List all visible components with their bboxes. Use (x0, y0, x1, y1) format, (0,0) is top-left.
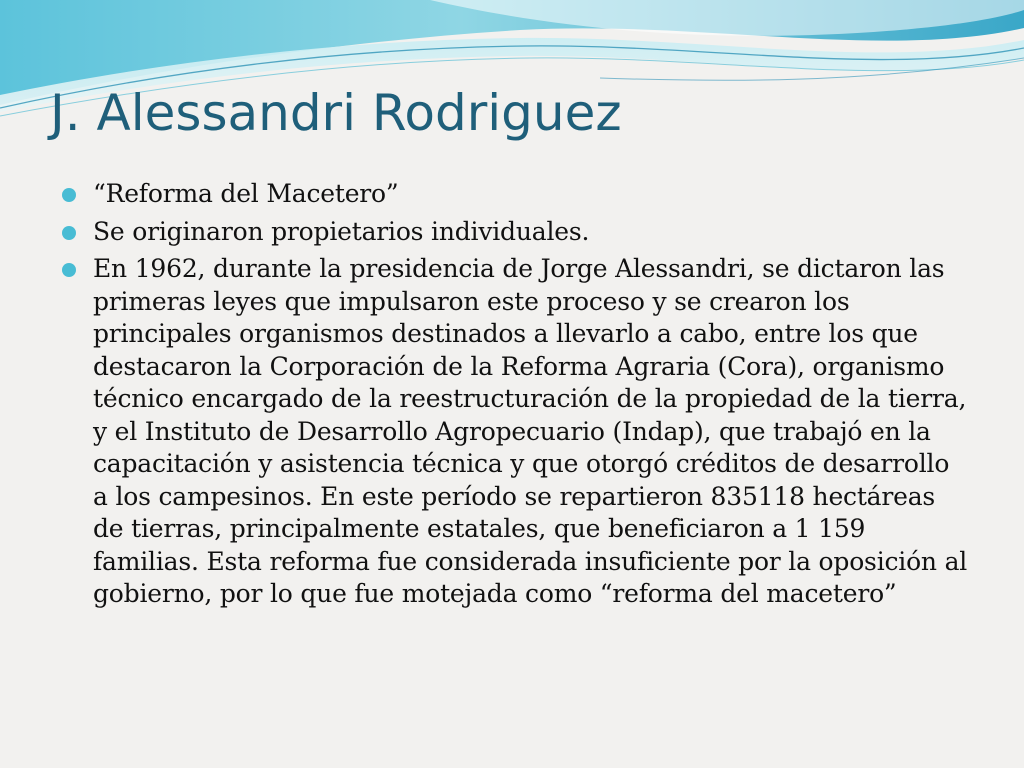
bullet-dot-icon (62, 263, 76, 277)
bullet-dot-icon (62, 226, 76, 240)
bullet-item (60, 178, 970, 211)
bullet-text: En 1962, durante la presidencia de Jorge Alessandri, se dictaron las primeras leyes que impulsaron este proceso y se crearon los principales organismos destinados a llevarlo a cabo, entre los que destacaron la Corporación de la Reforma Agraria (Cora), organismo técnico encargado de la reestructuración de la propiedad de la tierra, y el Instituto de Desarrollo Agropecuario (Indap), que trabajó en la capacitación y asistencia técnica y que otorgó créditos de desarrollo a los campesinos. En este período se repartieron 835118 hectáreas de tierras, principalmente estatales, que beneficiaron a 1 159 familias. Esta reforma fue considerada insuficiente por la oposición al gobierno, por lo que fue motejada como “reforma del macetero” (93, 254, 968, 608)
bullet-item (60, 253, 970, 611)
bullet-text: “Reforma del Macetero” (93, 179, 399, 208)
bullet-dot-icon (62, 188, 76, 202)
slide-title: J. Alessandri Rodriguez (50, 84, 622, 142)
bullet-list (60, 178, 970, 616)
bullet-item (60, 216, 970, 249)
bullet-text: Se originaron propietarios individuales. (93, 216, 590, 246)
